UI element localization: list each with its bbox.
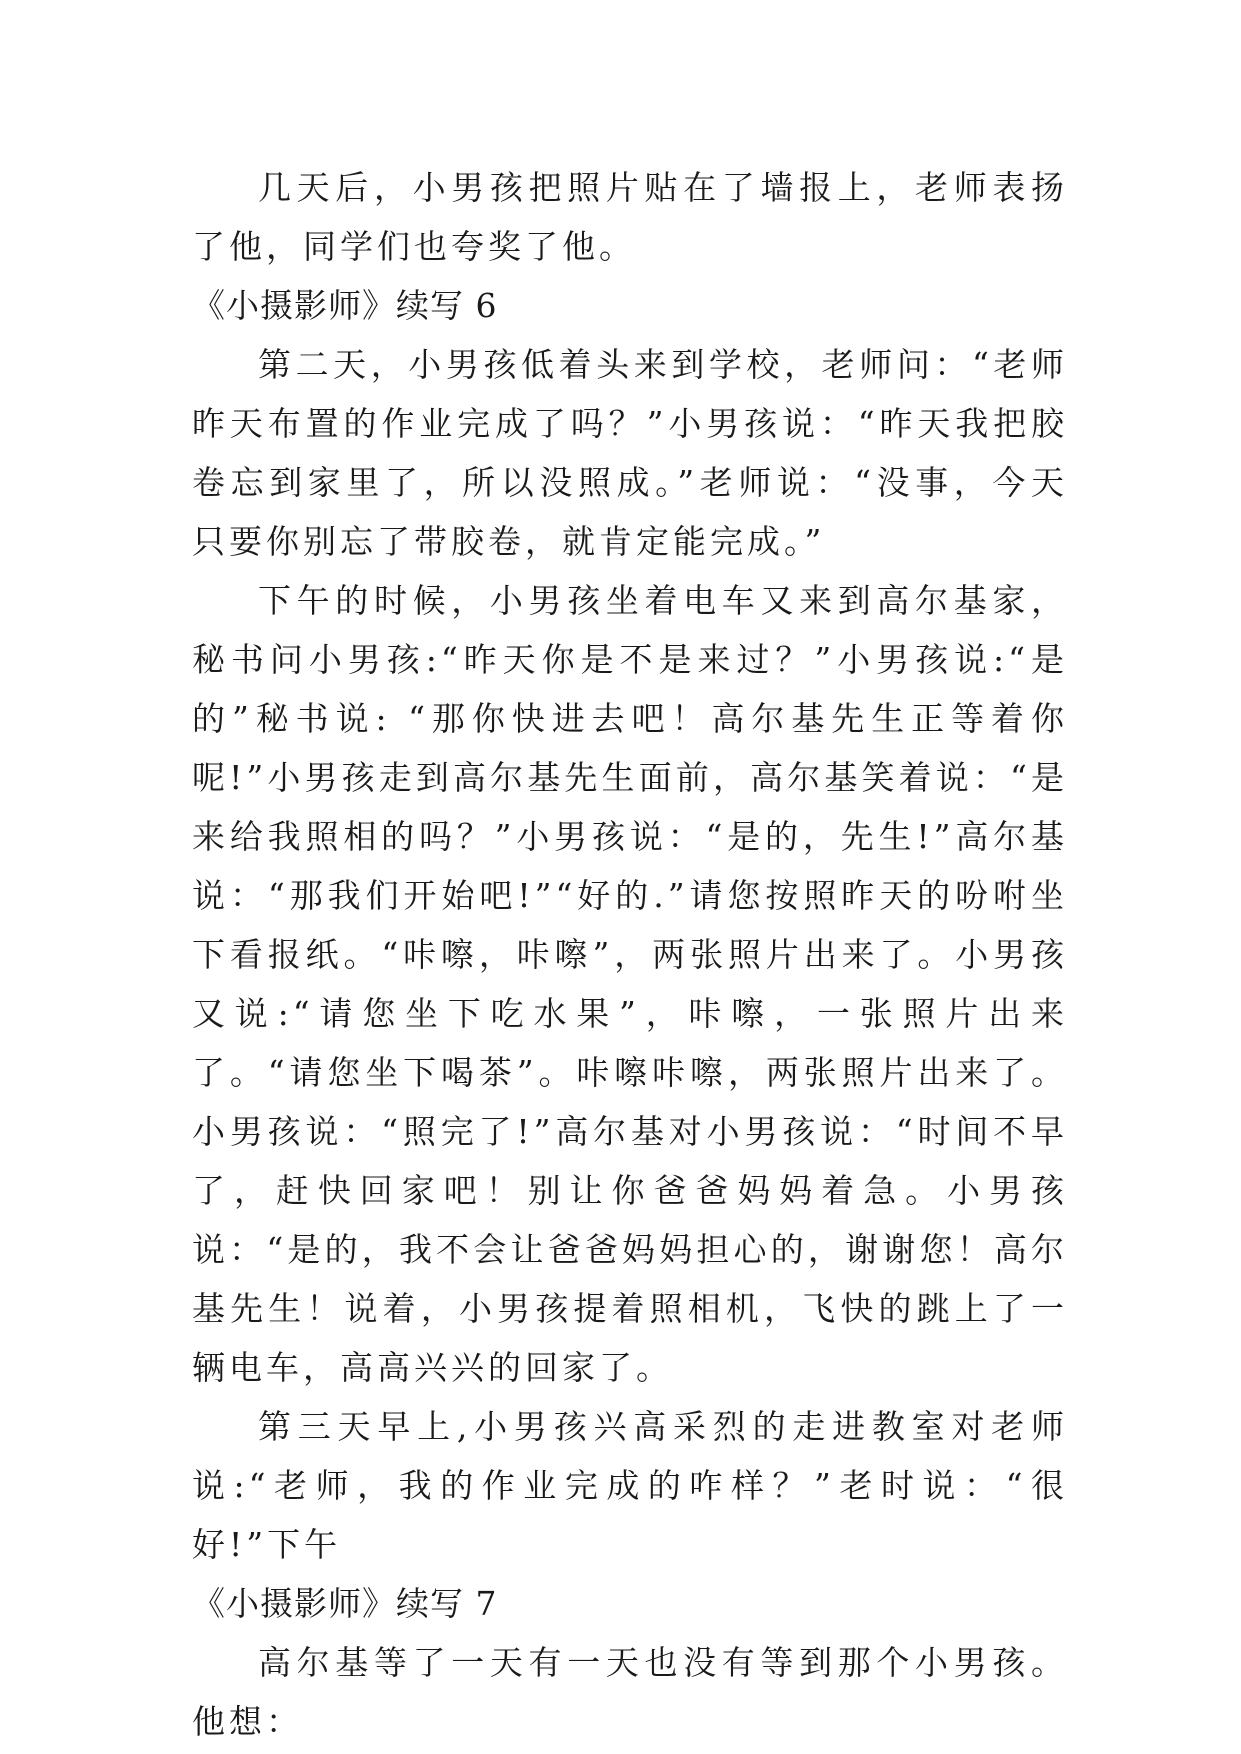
paragraph: 下午的时候，小男孩坐着电车又来到高尔基家，秘书问小男孩:“昨天你是不是来过？”小男孩说:“是的”秘书说: “那你快进去吧！高尔基先生正等着你呢!”小男孩走到高尔基先生面前，高尔基笑着说：“是来给我照相的吗？”小男孩说：“是的，先生!”高尔基说：“那我们开始吧!”“好的.”请您按照昨天的吩咐坐下看报纸。“咔嚓，咔嚓”，两张照片出来了。小男孩又说:“请您坐下吃水果”，咔嚓，一张照片出来了。“请您坐下喝茶”。咔嚓咔嚓，两张照片出来了。小男孩说：“照完了!”高尔基对小男孩说：“时间不早了，赶快回家吧！别让你爸爸妈妈着急。小男孩说：“是的，我不会让爸爸妈妈担心的，谢谢您！高尔基先生！说着，小男孩提着照相机，飞快的跳上了一辆电车，高高兴兴的回家了。: [192, 581, 1068, 1387]
section-heading: 《小摄影师》续写 7: [192, 1584, 498, 1623]
paragraph: 几天后，小男孩把照片贴在了墙报上，老师表扬了他，同学们也夸奖了他。: [192, 168, 1068, 266]
paragraph: 第二天，小男孩低着头来到学校，老师问：“老师昨天布置的作业完成了吗？”小男孩说：“昨天我把胶卷忘到家里了，所以没照成。”老师说：“没事，今天只要你别忘了带胶卷，就肯定能完成。”: [192, 345, 1068, 561]
document-body: [192, 158, 1068, 1751]
paragraph: 高尔基等了一天有一天也没有等到那个小男孩。他想：: [192, 1643, 1068, 1741]
paragraph: 第三天早上,小男孩兴高采烈的走进教室对老师说:“老师，我的作业完成的咋样？”老时说：“很好!”下午: [192, 1407, 1068, 1564]
section-heading: 《小摄影师》续写 6: [192, 286, 498, 325]
